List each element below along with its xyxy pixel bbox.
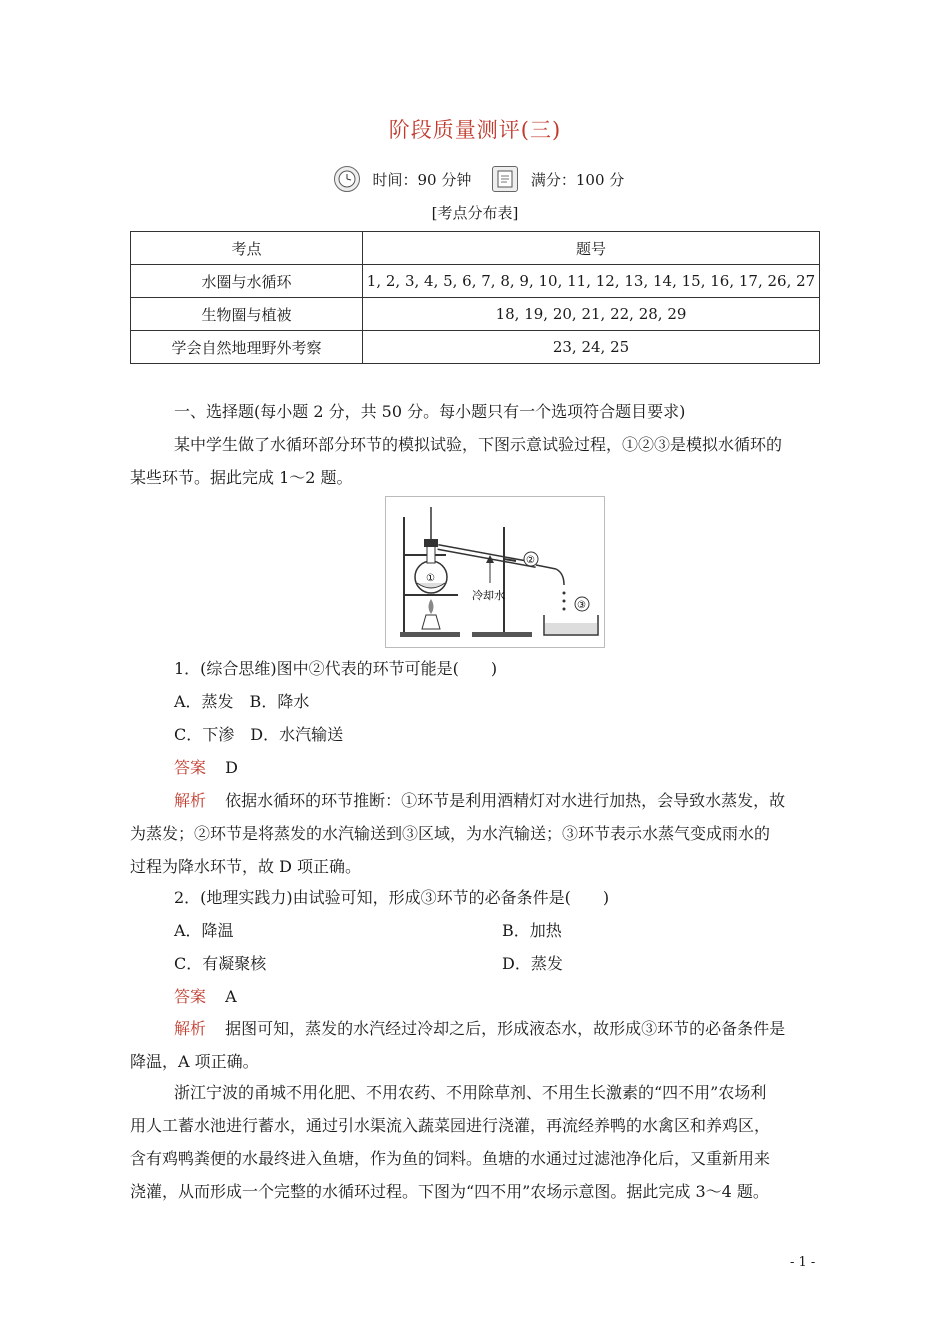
- distillation-figure: [385, 496, 605, 648]
- exam-meta: [0, 166, 950, 192]
- table-row: [131, 331, 820, 364]
- q2-option-b: B．加热: [502, 921, 562, 940]
- q2-answer: [174, 980, 237, 1013]
- cooling-water-label: 冷却水: [472, 589, 505, 602]
- table-row: [131, 265, 820, 298]
- q1-options-cd: C．下渗 D．水汽输送: [174, 725, 344, 744]
- q1-analysis-line: 过程为降水环节，故 D 项正确。: [130, 857, 362, 876]
- q2-analysis-line: [174, 1012, 785, 1045]
- topic-distribution-table: [130, 231, 820, 364]
- table-row: [131, 298, 820, 331]
- q1-analysis-line: [174, 784, 785, 817]
- numbers-cell: 1, 2, 3, 4, 5, 6, 7, 8, 9, 10, 11, 12, 13, 14, 15, 16, 17, 26, 27: [363, 265, 820, 298]
- analysis-text: 据图可知，蒸发的水汽经过冷却之后，形成液态水，故形成③环节的必备条件是: [225, 1019, 786, 1038]
- table-header-row: [131, 232, 820, 265]
- q2-option-c: C．有凝聚核: [174, 954, 267, 973]
- q2-stem: 2．(地理实践力)由试验可知，形成③环节的必备条件是( ): [174, 888, 610, 907]
- page-title: 阶段质量测评(三): [388, 118, 562, 142]
- header-topic: 考点: [131, 232, 363, 265]
- answer-label: 答案: [174, 758, 207, 777]
- score-label: 满分：100 分: [530, 170, 625, 189]
- intro2-line: 浙江宁波的甬城不用化肥、不用农药、不用除草剂、不用生长激素的“四不用”农场利: [174, 1083, 767, 1102]
- numbers-cell: 23, 24, 25: [363, 331, 820, 364]
- q1-options-ab: A．蒸发 B．降水: [174, 692, 310, 711]
- q2-option-a: A．降温: [174, 921, 234, 940]
- label-1: ①: [426, 573, 435, 584]
- topic-cell: 学会自然地理野外考察: [131, 331, 363, 364]
- clock-icon: [334, 166, 360, 192]
- intro-paragraph-line: 某些环节。据此完成 1～2 题。: [130, 468, 353, 487]
- numbers-cell: 18, 19, 20, 21, 22, 28, 29: [363, 298, 820, 331]
- analysis-text: 依据水循环的环节推断：①环节是利用酒精灯对水进行加热，会导致水蒸发，故: [225, 791, 786, 810]
- q1-stem: 1．(综合思维)图中②代表的环节可能是( ): [174, 659, 498, 678]
- q1-answer: [174, 751, 238, 784]
- answer-value: A: [225, 987, 237, 1006]
- intro-paragraph-line: 某中学生做了水循环部分环节的模拟试验，下图示意试验过程，①②③是模拟水循环的: [174, 435, 783, 454]
- intro2-line: 含有鸡鸭粪便的水最终进入鱼塘，作为鱼的饲料。鱼塘的水通过过滤池净化后，又重新用来: [130, 1149, 771, 1168]
- intro2-line: 用人工蓄水池进行蓄水，通过引水渠流入蔬菜园进行浇灌，再流经养鸭的水禽区和养鸡区，: [130, 1116, 771, 1135]
- time-label: 时间：90 分钟: [372, 170, 472, 189]
- header-question-numbers: 题号: [363, 232, 820, 265]
- q2-analysis-line: 降温，A 项正确。: [130, 1052, 259, 1071]
- q1-analysis-line: 为蒸发；②环节是将蒸发的水汽输送到③区域，为水汽输送；③环节表示水蒸气变成雨水的: [130, 824, 771, 843]
- table-caption: [考点分布表]: [431, 204, 519, 222]
- section-heading: 一、选择题(每小题 2 分，共 50 分。每小题只有一个选项符合题目要求): [174, 402, 686, 421]
- topic-cell: 水圈与水循环: [131, 265, 363, 298]
- topic-cell: 生物圈与植被: [131, 298, 363, 331]
- label-2: ②: [526, 555, 535, 566]
- answer-label: 答案: [174, 987, 207, 1006]
- answer-value: D: [225, 758, 238, 777]
- analysis-label: 解析: [174, 1019, 207, 1038]
- label-3: ③: [577, 600, 586, 611]
- q2-option-d: D．蒸发: [502, 954, 563, 973]
- page-number: - 1 -: [790, 1255, 816, 1270]
- intro2-line: 浇灌，从而形成一个完整的水循环过程。下图为“四不用”农场示意图。据此完成 3～4 题。: [130, 1182, 769, 1201]
- analysis-label: 解析: [174, 791, 207, 810]
- paper-icon: [492, 166, 518, 192]
